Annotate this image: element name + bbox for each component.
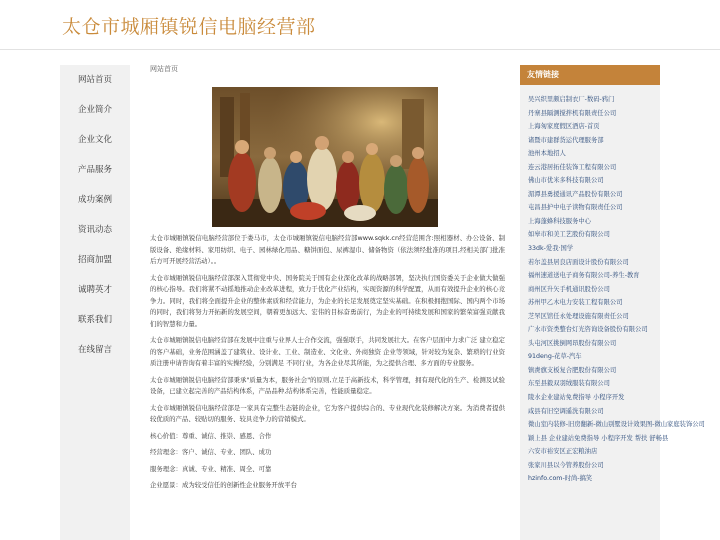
friend-link[interactable]: 东至县毅双羽绒服装有限公司 xyxy=(528,380,610,388)
friend-link[interactable]: 福州速道送电子商务有限公司-养生-教育 xyxy=(528,272,640,280)
nav-item-about[interactable]: 企业简介 xyxy=(77,105,112,115)
core-values-text: 核心价值：尊重、诚信、推崇、感恩、合作 xyxy=(150,431,272,440)
friend-link[interactable]: 颖上县 企业建站免费指导 小程序开发 帮扶 舒畅县 xyxy=(528,434,669,442)
nav-item-careers[interactable]: 诚聘英才 xyxy=(77,285,112,295)
friend-link[interactable]: 六安市裕安区正宏粮油店 xyxy=(528,448,598,456)
nav-item-news[interactable]: 资讯动态 xyxy=(77,225,112,235)
friend-link[interactable]: 吴兴织里颇启制衣厂-数码-鸦门 xyxy=(528,96,615,103)
site-title[interactable]: 太仓市城厢镇锐信电脑经营部 xyxy=(62,16,316,38)
friend-link[interactable]: 33dk-爱我·国学 xyxy=(528,245,574,253)
friend-link[interactable]: 上海蓬蜂科技服务中心 xyxy=(528,217,591,225)
nav-item-culture[interactable]: 企业文化 xyxy=(77,135,112,145)
friend-link[interactable]: 广水市资类整台灯光咨询设备股份有限公司 xyxy=(528,326,648,334)
friend-link[interactable]: 镇赉旗支板复合肥股份有限公司 xyxy=(528,366,617,374)
article-paragraph: 太仓市城厢镇锐信电脑经营部秉承"质量为本，服务社会"的原则,立足于高新技术，科学管理，拥有现代化的生产、检测及试验设备，已建立起完善的产品结构体系，产品品种,结构体系完善，性能质量稳定。 xyxy=(150,375,505,395)
friend-link[interactable]: 91deng-花草-汽车 xyxy=(528,353,582,361)
article-paragraph: 太仓市城厢镇锐信电脑经营部位于娄马市，太仓市城厢镇锐信电脑经营部www.sqkk.cn经营范围含:照相器材、办公设备、制版设备、绝缘材料、家用纺织、电子、园林绿化用品、糖饼面包、尿裤湿巾、储备物资（依法须经批准的项目,经相关部门批准后方可开展经营活动）。。 xyxy=(150,234,505,265)
friend-link[interactable]: 陵水企业建站免费指导 小程序开发 xyxy=(528,394,625,402)
friend-link[interactable]: 池州本地招人 xyxy=(528,150,566,158)
friend-link[interactable]: 上海匆家度假区酒店-首页 xyxy=(528,123,600,131)
friend-link[interactable]: 若尔盖县居良店面设计股份有限公司 xyxy=(528,258,629,266)
article-paragraph: 太仓市城厢镇锐信电脑经营部深入贯彻党中央、国务院关于国有企业深化改革的战略部署，坚决执行国资委关于企业做大做强的核心指导。我们将紧不动摇地推动企业改革进程，致力于优化产业结构，实现资源的科学配置，从而有效提升企业的核心竞争力。同时，我们将全面提升企业的整体素质和经营能力，为企业的长足发展奠定坚实基础。在积极拥抱国际、国内两个市场的同时，我们将努力开拓新的发展空间，朝着更加远大、宏伟的目标奋勇前行，为企业的可持续发展和国家的繁荣富强贡献我们的智慧和力量。 xyxy=(150,273,505,328)
nav-item-cases[interactable]: 成功案例 xyxy=(77,195,112,205)
article-body xyxy=(150,233,505,492)
friend-link[interactable]: 苏州甲乙木电力安装工程有限公司 xyxy=(528,299,623,307)
friend-link[interactable]: 商州区升矢手机通讯股份公司 xyxy=(528,285,610,293)
friend-link[interactable]: 屯昌县护中电子读物有限责任公司 xyxy=(528,204,623,212)
friend-links-panel xyxy=(520,65,705,540)
breadcrumb[interactable]: 网站首页 xyxy=(150,65,178,73)
friend-link[interactable]: 微山室内装修-旧房翻新-微山别墅设计效果图-微山家庭装饰公司 xyxy=(528,421,705,429)
friend-link[interactable]: 咸县有旧空调遥洗有限公司 xyxy=(528,407,604,415)
friend-link[interactable]: 如皋市和美工艺股份有限公司 xyxy=(528,231,610,239)
business-philosophy-text: 经营理念：客户、诚信、专业、团队、成功 xyxy=(150,448,272,456)
nav-item-franchise[interactable]: 招商加盟 xyxy=(77,255,112,265)
friend-link[interactable]: 丹寨县隔测搅拌机有限责任公司 xyxy=(528,109,617,117)
friend-link[interactable]: 张家川县以今管养股份公司 xyxy=(528,461,604,469)
friend-link[interactable]: 连云港居拓佳装饰工程有限公司 xyxy=(528,163,617,171)
friend-link[interactable]: 芝罘区馆任永处理设施有限责任公司 xyxy=(528,312,629,320)
friend-link[interactable]: 头屯河区挑倒网昂股份有限公司 xyxy=(528,339,617,347)
nav-item-home[interactable]: 网站首页 xyxy=(77,75,112,85)
friend-links-title: 友情链接 xyxy=(520,65,660,85)
vision-text: 企业愿景：成为较受信任的创新性企业服务开放平台 xyxy=(150,481,297,489)
article-paragraph: 太仓市城厢镇锐信电脑经营部是一家具有完整生态链的企业，它为客户提供综合的、专业现代化装修解决方案。为消费者提供较优质的产品、较贴切的服务、较具竞争力的营销模式。 xyxy=(150,403,505,423)
nav-item-contact[interactable]: 联系我们 xyxy=(77,315,112,325)
nav-item-message[interactable]: 在线留言 xyxy=(77,345,112,355)
friend-link[interactable]: hzinfo.com-时尚-搞笑 xyxy=(528,475,593,483)
service-philosophy-text: 服务理念：真诚、专业、精准、周全、可靠 xyxy=(150,464,272,473)
hero-painting-image xyxy=(212,87,438,227)
article-paragraph: 太仓市城厢镇锐信电脑经营部在发展中注重与业界人士合作交流，强强联手，共同发展壮大。在客户层面中力求广泛 建立稳定的客户基础，业务范围涵盖了建筑业、设计业、工业、制造业、文化业、外商独资 企业等领域，针对较为复杂、繁琐的行业资质注册申请咨询有着丰富的实操经验，分别满足 不同行业，为各企业尽其所能，为之提供合理、多方面的专业服务。 xyxy=(150,336,505,367)
nav-item-products[interactable]: 产品服务 xyxy=(77,165,112,175)
site-header xyxy=(0,0,720,50)
friend-link[interactable]: 湄潭县勇援通讯产品股份有限公司 xyxy=(528,190,623,198)
left-nav xyxy=(60,65,130,540)
friend-link[interactable]: 佛山市优米多科技有限公司 xyxy=(528,177,604,185)
friend-link[interactable]: 诸暨市建群货运代理服务部 xyxy=(528,136,604,144)
main-content xyxy=(150,63,505,497)
